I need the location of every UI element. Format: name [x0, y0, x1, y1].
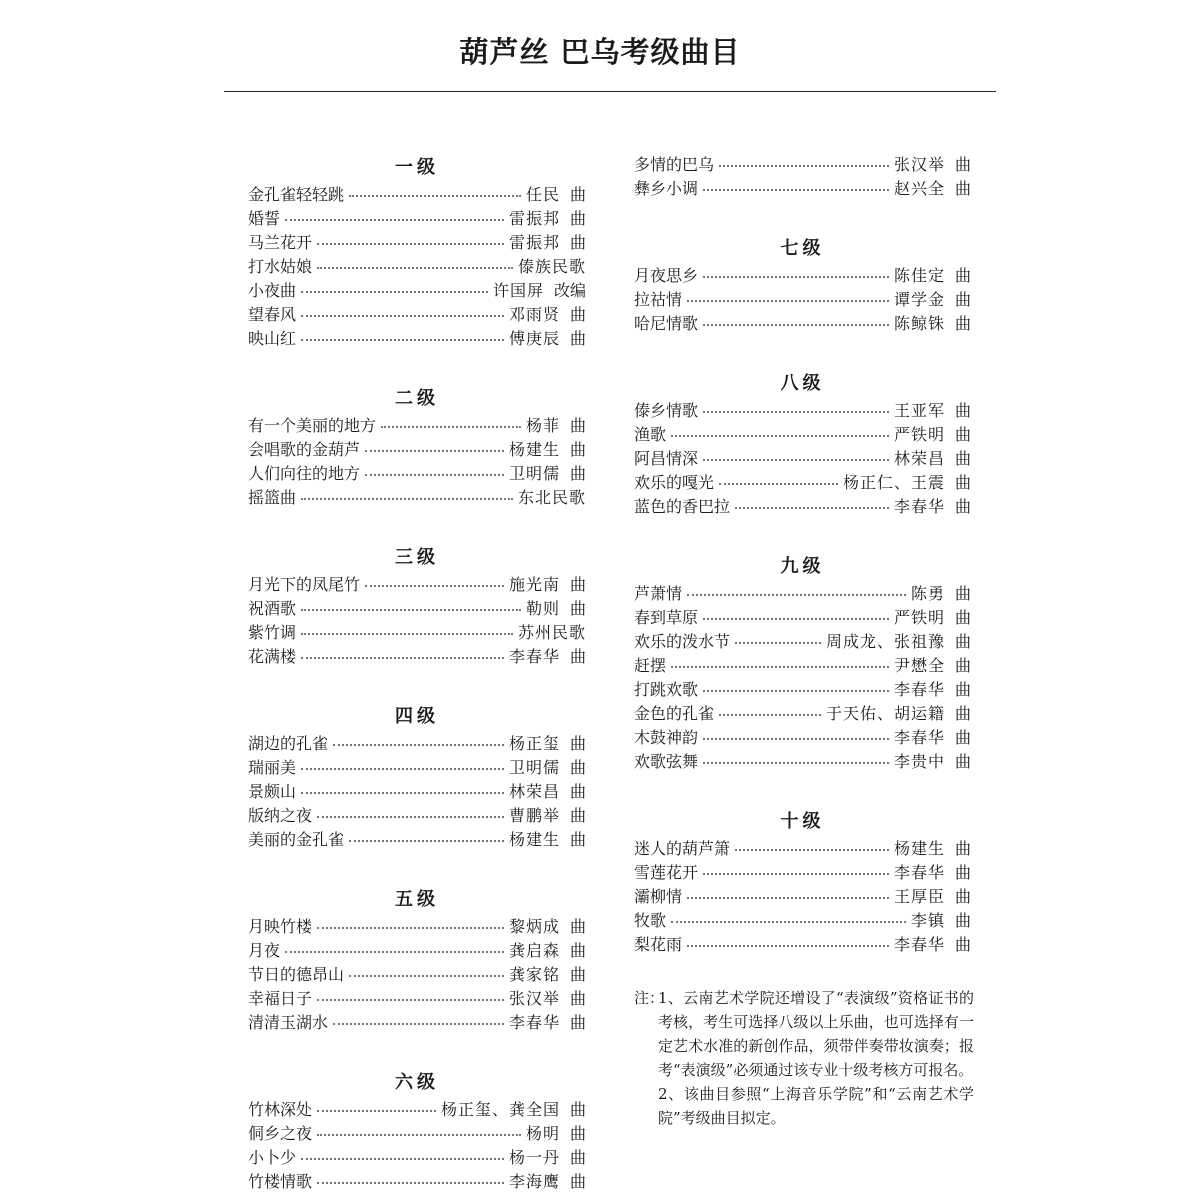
piece-composer: 李春华: [893, 728, 945, 747]
dot-leader: [687, 944, 889, 947]
piece-role: 曲: [569, 941, 586, 960]
piece-composer: 陈佳定: [893, 266, 945, 285]
piece-composer: 东北民歌: [517, 488, 586, 507]
piece-role: 曲: [954, 155, 971, 174]
dot-leader: [317, 1133, 521, 1136]
piece-composer: 黎炳成: [508, 917, 560, 936]
piece-role: 曲: [954, 752, 971, 771]
dot-leader: [687, 299, 889, 302]
piece-role: 曲: [569, 440, 586, 459]
piece-entry: [248, 279, 586, 303]
piece-role: 曲: [569, 185, 586, 204]
piece-composer: 周成龙、张祖豫: [825, 632, 945, 651]
piece-role: 曲: [954, 911, 971, 930]
piece-role: 曲: [954, 584, 971, 603]
piece-role: 曲: [569, 464, 586, 483]
piece-role: 曲: [569, 1013, 586, 1032]
grade-heading: 一级: [395, 157, 439, 178]
piece-role: 曲: [954, 632, 971, 651]
dot-leader: [333, 743, 504, 746]
piece-title: 牧歌: [634, 911, 667, 930]
dot-leader: [317, 242, 504, 245]
piece-entry: [634, 885, 971, 909]
note-text: 2、该曲目参照“上海音乐学院”和“云南艺术学院”考级曲目拟定。: [658, 1085, 974, 1127]
dot-leader: [703, 323, 889, 326]
piece-title: 哈尼情歌: [634, 314, 699, 333]
piece-composer: 卫明儒: [508, 464, 560, 483]
piece-title: 蓝色的香巴拉: [634, 497, 731, 516]
dot-leader: [301, 608, 521, 611]
piece-title: 摇篮曲: [248, 488, 297, 507]
dot-leader: [317, 266, 513, 269]
piece-composer: 任民: [525, 185, 560, 204]
dot-leader: [671, 920, 906, 923]
grade-section: [248, 1068, 586, 1194]
piece-entry: [248, 1146, 586, 1170]
piece-title: 欢歌弦舞: [634, 752, 699, 771]
piece-role: 曲: [569, 647, 586, 666]
piece-title: 侗乡之夜: [248, 1124, 313, 1143]
piece-entry: [248, 303, 586, 327]
dot-leader: [301, 791, 504, 794]
left-column: [248, 153, 586, 1194]
piece-composer: 王亚军: [893, 401, 945, 420]
piece-title: 迷人的葫芦箫: [634, 839, 731, 858]
piece-title: 马兰花开: [248, 233, 313, 252]
dot-leader: [301, 314, 504, 317]
piece-composer: 张汉举: [893, 155, 945, 174]
piece-entry: [634, 726, 971, 750]
piece-entry: [634, 312, 971, 336]
piece-composer: 雷振邦: [508, 209, 560, 228]
piece-title: 婚誓: [248, 209, 281, 228]
piece-title: 月夜思乡: [634, 266, 699, 285]
piece-role: 曲: [569, 1172, 586, 1191]
piece-title: 映山红: [248, 329, 297, 348]
grade-section: [634, 807, 971, 957]
piece-role: 曲: [954, 473, 971, 492]
piece-title: 紫竹调: [248, 623, 297, 642]
piece-title: 版纳之夜: [248, 806, 313, 825]
dot-leader: [703, 275, 889, 278]
piece-composer: 杨明: [525, 1124, 560, 1143]
piece-composer: 许国屏: [492, 281, 544, 300]
piece-role: 曲: [954, 656, 971, 675]
piece-title: 木鼓神韵: [634, 728, 699, 747]
dot-leader: [735, 506, 889, 509]
piece-title: 清清玉湖水: [248, 1013, 329, 1032]
dot-leader: [381, 425, 521, 428]
piece-entry: [248, 231, 586, 255]
dot-leader: [365, 449, 504, 452]
piece-composer: 陈勇: [910, 584, 945, 603]
grade-section: [248, 543, 586, 669]
notes-label: 注：: [634, 989, 665, 1007]
piece-composer: 陈鲸铢: [893, 314, 945, 333]
piece-entry: [634, 654, 971, 678]
piece-title: 阿昌情深: [634, 449, 699, 468]
piece-role: 曲: [569, 758, 586, 777]
piece-composer: 李春华: [508, 647, 560, 666]
piece-entry: [248, 597, 586, 621]
dot-leader: [365, 584, 504, 587]
grade-heading: 九级: [780, 556, 825, 577]
piece-role: 曲: [569, 782, 586, 801]
title-divider: [224, 91, 996, 92]
piece-entry: [248, 1011, 586, 1035]
piece-entry: [248, 327, 586, 351]
piece-role: 曲: [954, 290, 971, 309]
piece-entry: [634, 582, 971, 606]
piece-entry: [248, 462, 586, 486]
grade-heading: 六级: [395, 1072, 439, 1093]
dot-leader: [349, 839, 504, 842]
piece-role: 曲: [954, 887, 971, 906]
piece-entry: [634, 909, 971, 933]
piece-composer: 杨正仁、王震: [842, 473, 945, 492]
piece-title: 竹林深处: [248, 1100, 313, 1119]
notes-section: [634, 986, 974, 1130]
piece-composer: 杨正玺: [508, 734, 560, 753]
grade-section: [248, 702, 586, 852]
piece-title: 金孔雀轻轻跳: [248, 185, 345, 204]
piece-title: 花满楼: [248, 647, 297, 666]
piece-title: 景颇山: [248, 782, 297, 801]
grade-heading: 四级: [395, 706, 439, 727]
dot-leader: [301, 290, 488, 293]
piece-composer: 傅庚辰: [508, 329, 560, 348]
piece-role: 曲: [569, 734, 586, 753]
piece-entry: [248, 756, 586, 780]
piece-composer: 林荣昌: [508, 782, 560, 801]
dot-leader: [719, 482, 838, 485]
piece-title: 多情的巴乌: [634, 155, 715, 174]
dot-leader: [703, 761, 889, 764]
piece-entry: [248, 438, 586, 462]
grade-heading: 二级: [395, 388, 439, 409]
grade-section: [248, 885, 586, 1035]
piece-composer: 张汉举: [508, 989, 560, 1008]
piece-entry: [248, 207, 586, 231]
piece-role: 曲: [954, 401, 971, 420]
piece-composer: 苏州民歌: [517, 623, 586, 642]
piece-role: 改编: [553, 281, 586, 300]
piece-composer: 李春华: [508, 1013, 560, 1032]
dot-leader: [301, 338, 504, 341]
piece-entry: [248, 255, 586, 279]
piece-title: 欢乐的嘎光: [634, 473, 715, 492]
piece-role: 曲: [569, 305, 586, 324]
piece-title: 湖边的孔雀: [248, 734, 329, 753]
piece-composer: 杨一丹: [508, 1148, 560, 1167]
piece-entry: [248, 987, 586, 1011]
dot-leader: [703, 617, 889, 620]
note-item: [634, 1082, 974, 1130]
grade-heading: 三级: [395, 547, 439, 568]
piece-title: 小夜曲: [248, 281, 297, 300]
piece-entry: [248, 645, 586, 669]
piece-title: 节日的德昂山: [248, 965, 345, 984]
grade-section: [634, 552, 971, 774]
piece-entry: [248, 573, 586, 597]
grade-heading: 七级: [780, 238, 825, 259]
right-column: [634, 153, 971, 957]
piece-composer: 林荣昌: [893, 449, 945, 468]
dot-leader: [301, 632, 513, 635]
piece-composer: 龚家铭: [508, 965, 560, 984]
piece-composer: 雷振邦: [508, 233, 560, 252]
piece-composer: 傣族民歌: [517, 257, 586, 276]
piece-title: 灞柳情: [634, 887, 683, 906]
dot-leader: [365, 473, 504, 476]
dot-leader: [333, 1022, 504, 1025]
piece-title: 美丽的金孔雀: [248, 830, 345, 849]
piece-title: 打水姑娘: [248, 257, 313, 276]
piece-composer: 杨建生: [508, 440, 560, 459]
dot-leader: [735, 848, 889, 851]
piece-entry: [634, 630, 971, 654]
piece-role: 曲: [569, 965, 586, 984]
piece-role: 曲: [569, 1100, 586, 1119]
piece-entry: [634, 471, 971, 495]
dot-leader: [703, 689, 889, 692]
piece-composer: 杨菲: [525, 416, 560, 435]
piece-entry: [248, 1122, 586, 1146]
piece-role: 曲: [954, 728, 971, 747]
dot-leader: [317, 1109, 436, 1112]
piece-role: 曲: [569, 416, 586, 435]
piece-role: 曲: [569, 917, 586, 936]
grade-section: [634, 234, 971, 336]
piece-entry: [248, 414, 586, 438]
page-title: 葫芦丝 巴乌考级曲目: [459, 35, 741, 69]
piece-title: 有一个美丽的地方: [248, 416, 377, 435]
dot-leader: [735, 641, 821, 644]
piece-entry: [248, 1098, 586, 1122]
piece-title: 拉祜情: [634, 290, 683, 309]
piece-role: 曲: [569, 1124, 586, 1143]
dot-leader: [719, 713, 821, 716]
piece-title: 雪莲花开: [634, 863, 699, 882]
piece-role: 曲: [954, 839, 971, 858]
piece-composer: 卫明儒: [508, 758, 560, 777]
piece-title: 芦萧情: [634, 584, 683, 603]
piece-composer: 李春华: [893, 935, 945, 954]
piece-role: 曲: [954, 179, 971, 198]
piece-role: 曲: [954, 680, 971, 699]
piece-role: 曲: [954, 704, 971, 723]
piece-role: 曲: [569, 329, 586, 348]
dot-leader: [349, 194, 521, 197]
dot-leader: [687, 896, 889, 899]
piece-composer: 尹懋全: [893, 656, 945, 675]
piece-role: 曲: [954, 266, 971, 285]
piece-title: 人们向往的地方: [248, 464, 361, 483]
piece-composer: 李春华: [893, 680, 945, 699]
piece-entry: [634, 495, 971, 519]
piece-composer: 李春华: [893, 863, 945, 882]
piece-composer: 杨建生: [893, 839, 945, 858]
piece-title: 竹楼情歌: [248, 1172, 313, 1191]
piece-composer: 王厚臣: [893, 887, 945, 906]
piece-entry: [634, 606, 971, 630]
dot-leader: [349, 974, 504, 977]
piece-composer: 邓雨贤: [508, 305, 560, 324]
piece-title: 打跳欢歌: [634, 680, 699, 699]
piece-entry: [248, 939, 586, 963]
piece-entry: [248, 732, 586, 756]
dot-leader: [703, 737, 889, 740]
dot-leader: [301, 656, 504, 659]
grade-section: [634, 153, 971, 201]
piece-title: 祝酒歌: [248, 599, 297, 618]
piece-entry: [634, 933, 971, 957]
piece-entry: [634, 153, 971, 177]
piece-entry: [634, 702, 971, 726]
grade-section: [248, 153, 586, 351]
grade-heading: 五级: [395, 889, 439, 910]
dot-leader: [671, 665, 889, 668]
piece-title: 月光下的凤尾竹: [248, 575, 361, 594]
piece-title: 赶摆: [634, 656, 667, 675]
piece-entry: [634, 678, 971, 702]
dot-leader: [285, 218, 504, 221]
piece-composer: 李镇: [910, 911, 945, 930]
dot-leader: [687, 593, 906, 596]
piece-title: 望春风: [248, 305, 297, 324]
piece-title: 渔歌: [634, 425, 667, 444]
piece-title: 幸福日子: [248, 989, 313, 1008]
dot-leader: [719, 164, 889, 167]
dot-leader: [285, 950, 504, 953]
piece-entry: [634, 423, 971, 447]
piece-role: 曲: [954, 449, 971, 468]
piece-entry: [248, 1170, 586, 1194]
piece-entry: [248, 828, 586, 852]
note-item: [634, 986, 974, 1082]
piece-entry: [634, 447, 971, 471]
dot-leader: [317, 926, 504, 929]
piece-role: 曲: [954, 863, 971, 882]
piece-entry: [634, 399, 971, 423]
piece-entry: [248, 486, 586, 510]
piece-composer: 杨建生: [508, 830, 560, 849]
piece-entry: [248, 804, 586, 828]
dot-leader: [671, 434, 889, 437]
piece-composer: 杨正玺、龚全国: [440, 1100, 560, 1119]
dot-leader: [301, 497, 513, 500]
piece-entry: [248, 963, 586, 987]
piece-composer: 赵兴全: [893, 179, 945, 198]
piece-role: 曲: [954, 425, 971, 444]
piece-composer: 勒则: [525, 599, 560, 618]
piece-title: 梨花雨: [634, 935, 683, 954]
piece-composer: 谭学金: [893, 290, 945, 309]
piece-title: 彝乡小调: [634, 179, 699, 198]
piece-role: 曲: [569, 233, 586, 252]
piece-title: 欢乐的泼水节: [634, 632, 731, 651]
dot-leader: [317, 815, 504, 818]
piece-role: 曲: [569, 1148, 586, 1167]
piece-role: 曲: [954, 608, 971, 627]
piece-title: 瑞丽美: [248, 758, 297, 777]
piece-role: 曲: [954, 935, 971, 954]
piece-title: 月夜: [248, 941, 281, 960]
piece-role: 曲: [569, 806, 586, 825]
piece-composer: 李海鹰: [508, 1172, 560, 1191]
note-text: 1、云南艺术学院还增设了“表演级”资格证书的考核，考生可选择八级以上乐曲，也可选择有一定艺术水准的新创作品，须带伴奏带妆演奏；报考“表演级”必须通过该专业十级考核方可报名。: [658, 989, 974, 1079]
piece-composer: 李贵中: [893, 752, 945, 771]
dot-leader: [703, 458, 889, 461]
dot-leader: [301, 1157, 504, 1160]
piece-role: 曲: [569, 989, 586, 1008]
piece-composer: 严铁明: [893, 425, 945, 444]
piece-composer: 严铁明: [893, 608, 945, 627]
piece-entry: [634, 177, 971, 201]
piece-title: 小卜少: [248, 1148, 297, 1167]
piece-role: 曲: [569, 830, 586, 849]
dot-leader: [301, 767, 504, 770]
piece-entry: [634, 264, 971, 288]
piece-composer: 于天佑、胡运籍: [825, 704, 945, 723]
dot-leader: [317, 1181, 504, 1184]
piece-composer: 施光南: [508, 575, 560, 594]
piece-entry: [634, 861, 971, 885]
piece-title: 会唱歌的金葫芦: [248, 440, 361, 459]
piece-composer: 李春华: [893, 497, 945, 516]
piece-role: 曲: [569, 209, 586, 228]
grade-heading: 十级: [780, 811, 825, 832]
piece-entry: [634, 837, 971, 861]
piece-composer: 龚启森: [508, 941, 560, 960]
piece-role: 曲: [954, 314, 971, 333]
dot-leader: [317, 998, 504, 1001]
piece-title: 金色的孔雀: [634, 704, 715, 723]
piece-entry: [248, 780, 586, 804]
piece-entry: [248, 915, 586, 939]
piece-entry: [248, 183, 586, 207]
dot-leader: [703, 188, 889, 191]
piece-title: 月映竹楼: [248, 917, 313, 936]
dot-leader: [703, 872, 889, 875]
piece-role: 曲: [569, 575, 586, 594]
piece-entry: [634, 750, 971, 774]
piece-title: 春到草原: [634, 608, 699, 627]
piece-title: 傣乡情歌: [634, 401, 699, 420]
piece-composer: 曹鹏举: [508, 806, 560, 825]
piece-role: 曲: [954, 497, 971, 516]
grade-section: [248, 384, 586, 510]
piece-entry: [634, 288, 971, 312]
piece-role: 曲: [569, 599, 586, 618]
piece-entry: [248, 621, 586, 645]
grade-heading: 八级: [780, 373, 825, 394]
dot-leader: [703, 410, 889, 413]
grade-section: [634, 369, 971, 519]
